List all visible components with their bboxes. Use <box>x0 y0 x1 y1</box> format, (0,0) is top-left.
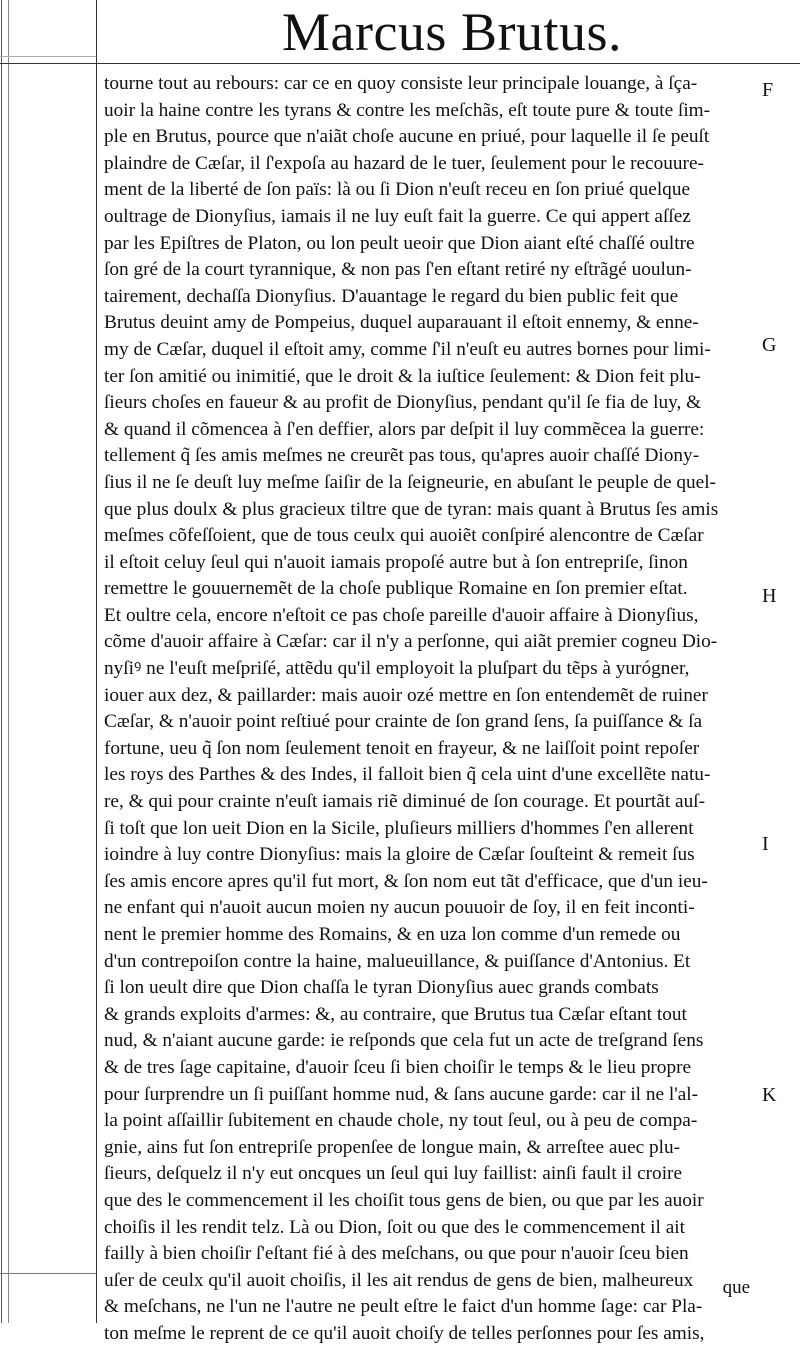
text-line: uoir la haine contre les tyrans & contre les meſchãs, eſt toute pure & toute ſim- <box>104 99 711 121</box>
text-line: ſes amis encore apres qu'il fut mort, & ſon nom eut tãt d'efficace, que d'un ieu- <box>104 870 708 892</box>
text-line: il eſtoit celuy ſeul qui n'auoit iamais propoſé autre but à ſon entrepriſe, ſinon <box>104 551 688 573</box>
text-line: nent le premier homme des Romains, & en uza lon comme d'un remede ou <box>104 924 681 945</box>
margin-letter-g: G <box>762 334 777 356</box>
text-line: gnie, ains fut ſon entrepriſe propenſee de longue main, & arreſtee auec plu- <box>104 1136 681 1158</box>
text-line: my de Cæſar, duquel il eſtoit amy, comme ſ'il n'euſt eu autres bornes pour limi- <box>104 338 711 360</box>
catchword: que <box>722 1277 750 1298</box>
text-line: choiſis il les rendit telz. Là ou Dion, ſoit ou que des le commencement il ait <box>104 1216 685 1238</box>
text-line: re, & qui pour crainte n'euſt iamais riẽ diminué de ſon courage. Et pourtãt auſ- <box>104 791 705 813</box>
text-line: ne enfant qui n'auoit aucun moien ny aucun pouuoir de ſoy, il en feit inconti- <box>104 897 695 919</box>
text-line: ple en Brutus, pource que n'aiãt choſe aucune en priué, pour laquelle il ſe peuſt <box>104 126 710 148</box>
text-line: tourne tout au rebours: car ce en quoy consiste leur principale louange, à ſça- <box>104 73 698 94</box>
text-line: par les Epiſtres de Platon, ou lon peult ueoir que Dion aiant eſté chaſſé oultre <box>104 232 695 254</box>
text-line: ioindre à luy contre Dionyſius: mais la gloire de Cæſar ſouſteint & remeit ſus <box>104 844 695 866</box>
margin-letter-k: K <box>762 1084 777 1106</box>
bottom-left-rule <box>0 1273 96 1274</box>
text-line: ſi lon ueult dire que Dion chaſſa le tyran Dionyſius auec grands combats <box>104 977 659 999</box>
text-line: pour ſurprendre un ſi puiſſant homme nud, & ſans aucune garde: car il ne l'al- <box>104 1083 699 1105</box>
text-line: nud, & n'aiant aucune garde: ie reſponds que cela fut un acte de treſgrand ſens <box>104 1030 704 1052</box>
text-line: nyſiꝰ ne l'euſt meſpriſé, attẽdu qu'il employoit la pluſpart du tẽps à yurógner, <box>104 658 690 680</box>
gutter-rule <box>96 0 97 1323</box>
text-line: failly à bien choiſir ſ'eſtant fié à des meſchans, ou que pour n'auoir ſceu bien <box>104 1243 689 1265</box>
text-line: que plus doulx & plus gracieux tiltre que de tyran: mais quant à Brutus ſes amis <box>104 498 719 520</box>
text-line: ſius il ne ſe deuſt luy meſme ſaiſir de la ſeigneurie, en abuſant le peuple de quel- <box>104 471 716 493</box>
text-line: ſieurs choſes en faueur & au profit de Dionyſius, pendant qu'il ſe fia de luy, & <box>104 392 702 414</box>
page-edge-rule <box>1 0 2 1323</box>
text-line: cõme d'auoir affaire à Cæſar: car il n'y a perſonne, qui aiãt premier cogneu Dio- <box>104 631 718 653</box>
text-line: Cæſar, & n'auoir point reſtiué pour crainte de ſon grand ſens, ſa puiſſance & ſa <box>104 711 703 733</box>
top-left-rule <box>0 56 96 57</box>
page-edge-rule-inner <box>8 0 9 1323</box>
text-line: ment de la liberté de ſon païs: là ou ſi Dion n'euſt receu en ſon priué quelque <box>104 179 691 201</box>
text-line: les roys des Parthes & des Indes, il falloit bien q̃ cela uint d'une excellẽte natu- <box>104 764 711 786</box>
text-line: meſmes cõfeſſoient, que de tous ceulx qui auoiẽt conſpiré alencontre de Cæſar <box>104 525 704 547</box>
text-line: & grands exploits d'armes: &, au contraire, que Brutus tua Cæſar eſtant tout <box>104 1003 687 1025</box>
running-head: Marcus Brutus. <box>282 2 622 62</box>
text-line: fortune, ueu q̃ ſon nom ſeulement tenoit en frayeur, & ne laiſſoit point repoſer <box>104 737 700 759</box>
text-line: ſieurs, deſquelz il n'y eut oncques un ſeul qui luy faillist: ainſi fault il croire <box>104 1163 683 1185</box>
body-text <box>104 71 754 1348</box>
text-line: ton meſme le reprent de ce qu'il auoit choiſy de telles perſonnes pour ſes amis, <box>104 1322 705 1344</box>
text-line: & meſchans, ne l'un ne l'autre ne peult eſtre le faict d'un homme ſage: car Pla- <box>104 1296 703 1318</box>
text-line: ſon gré de la court tyrannique, & non pas ſ'en eſtant retiré ny eſtrãgé uoulun- <box>104 259 692 281</box>
text-line: & quand il cõmencea à ſ'en deffier, alors par deſpit il luy commẽcea la guerre: <box>104 418 705 440</box>
text-line: que des le commencement il les choiſit tous gens de bien, ou que par les auoir <box>104 1189 704 1211</box>
text-line: tairement, dechaſſa Dionyſius. D'auantage le regard du bien public feit que <box>104 285 679 307</box>
header-rule <box>0 63 800 64</box>
text-line: la point aſſaillir ſubitement en chaude chole, ny tout ſeul, ou à peu de compa- <box>104 1110 698 1132</box>
text-line: ter ſon amitié ou inimitié, que le droit & la iuſtice ſeulement: & Dion feit plu- <box>104 365 701 387</box>
text-line: uſer de ceulx qu'il auoit choiſis, il les ait rendus de gens de bien, malheureux <box>104 1269 694 1291</box>
text-line: ſi toſt que lon ueit Dion en la Sicile, pluſieurs milliers d'hommes ſ'en allerent <box>104 817 694 839</box>
text-line: Brutus deuint amy de Pompeius, duquel auparauant il eſtoit ennemy, & enne- <box>104 312 699 334</box>
margin-letter-f: F <box>762 79 774 101</box>
text-line: iouer aux dez, & paillarder: mais auoir ozé mettre en ſon entendemẽt de ruiner <box>104 684 708 706</box>
text-line: tellement q̃ ſes amis meſmes ne creurẽt pas tous, qu'apres auoir chaſſé Diony- <box>104 445 700 467</box>
text-line: d'un contrepoiſon contre la haine, malueuillance, & puiſſance d'Antonius. Et <box>104 950 691 972</box>
text-line: plaindre de Cæſar, il ſ'expoſa au hazard de le tuer, ſeulement pour le recouure- <box>104 152 704 174</box>
text-line: & de tres ſage capitaine, d'auoir ſceu ſi bien choiſir le temps & le lieu propre <box>104 1056 692 1078</box>
text-line: Et oultre cela, encore n'eſtoit ce pas choſe pareille d'auoir affaire à Dionyſius, <box>104 604 699 626</box>
text-line: oultrage de Dionyſius, iamais il ne luy euſt fait la guerre. Ce qui appert aſſez <box>104 205 691 227</box>
margin-letter-h: H <box>762 585 777 607</box>
text-line: remettre le gouuernemẽt de la choſe publique Romaine en ſon premier eſtat. <box>104 578 688 600</box>
margin-letter-i: I <box>762 833 769 855</box>
